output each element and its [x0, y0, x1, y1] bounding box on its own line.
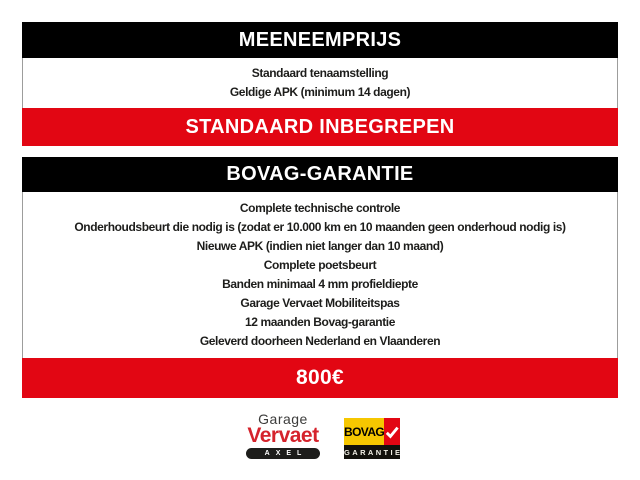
bovag-logo-subtitle: GARANTIE — [344, 445, 400, 459]
section-meeneemprijs — [22, 22, 618, 146]
garage-vervaet-logo-axel-badge: AXEL — [246, 448, 320, 459]
garage-vervaet-logo — [240, 412, 326, 460]
bovag-garantie-item-list — [22, 192, 618, 358]
bovag-garantie-logo — [344, 418, 403, 459]
garage-vervaet-logo-line1: Garage — [258, 411, 308, 427]
banner-standaard-inbegrepen: STANDAARD INBEGREPEN — [22, 108, 618, 146]
meeneemprijs-item-list — [22, 58, 618, 108]
section-bovag-garantie — [22, 157, 618, 398]
section-title-meeneemprijs: MEENEEMPRIJS — [22, 22, 618, 58]
list-item: Geleverd doorheen Nederland en Vlaanderen — [199, 334, 441, 348]
list-item: Nieuwe APK (indien niet langer dan 10 maand) — [196, 239, 444, 253]
section-divider — [22, 146, 618, 157]
bovag-logo-wordmark: BOVAG — [344, 418, 384, 445]
list-item: Geldige APK (minimum 14 dagen) — [229, 85, 411, 99]
list-item: Standaard tenaamstelling — [251, 66, 389, 80]
list-item: Onderhoudsbeurt die nodig is (zodat er 10.000 km en 10 maanden geen onderhoud nodig is) — [74, 220, 566, 234]
list-item: Complete poetsbeurt — [263, 258, 377, 272]
section-title-bovag-garantie: BOVAG-GARANTIE — [22, 157, 618, 192]
list-item: 12 maanden Bovag-garantie — [244, 315, 396, 329]
bovag-logo-top — [344, 418, 400, 445]
footer-logos — [0, 398, 640, 460]
price-banner: 800€ — [22, 358, 618, 398]
list-item: Garage Vervaet Mobiliteitspas — [240, 296, 400, 310]
bovag-checkmark-icon — [384, 418, 400, 445]
list-item: Complete technische controle — [239, 201, 401, 215]
list-item: Banden minimaal 4 mm profieldiepte — [222, 277, 418, 291]
price-info-card — [22, 22, 618, 398]
garage-vervaet-logo-line2: Vervaet — [247, 424, 319, 447]
